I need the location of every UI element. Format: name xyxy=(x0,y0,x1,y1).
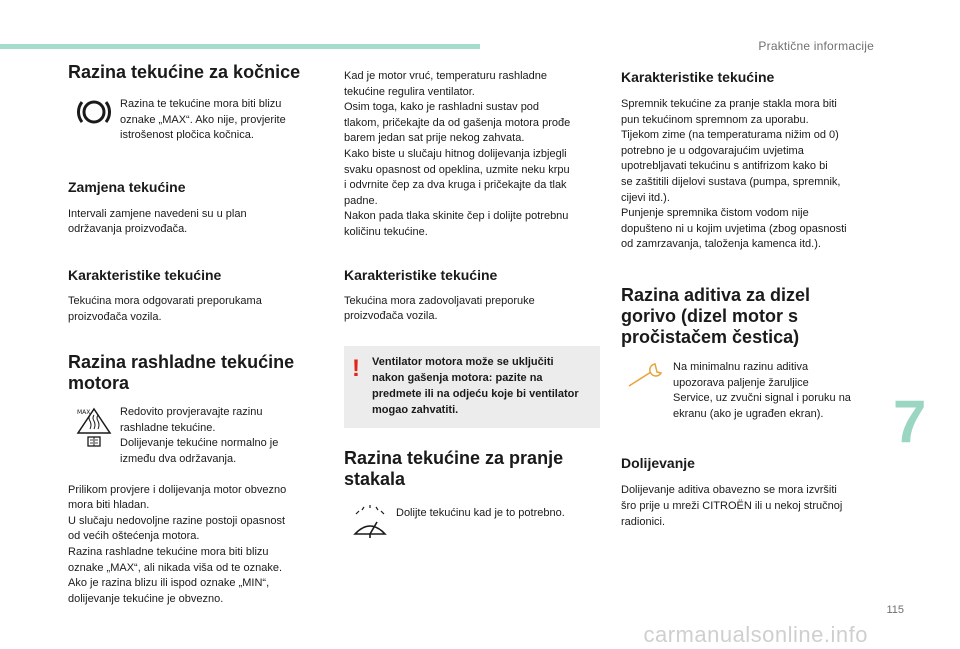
heading-diesel-additive: Razina aditiva za dizel gorivo (dizel motor s pročistačem čestica) xyxy=(621,284,811,347)
heading-coolant-characteristics: Karakteristike tekućine xyxy=(344,266,498,283)
fan-warning-text: Ventilator motora može se uključiti nakon gašenja motora: pazite na predmete ili na odjeću koje bi ventilator mogao zahvatiti. xyxy=(372,355,579,416)
additive-block xyxy=(621,360,873,422)
washer-fluid-icon xyxy=(344,504,396,540)
page-number: 115 xyxy=(886,604,904,616)
fan-warning-box xyxy=(344,346,600,428)
service-wrench-icon xyxy=(621,360,673,392)
heading-washer-fluid: Razina tekućine za pranje stakala xyxy=(344,447,564,489)
column-right xyxy=(621,68,873,530)
accent-bar xyxy=(0,44,480,49)
warning-exclamation-icon: ! xyxy=(352,354,360,382)
icon-max-label: MAX xyxy=(77,409,91,417)
coolant-block xyxy=(68,405,320,467)
washer-characteristics-text: Spremnik tekućine za pranje stakla mora biti pun tekućinom spremnom za uporabu. Tijekom zime (na temperaturama nižim od 0) potrebno je u odgovarajućim uvjetima upotrebljavati tekućinu s antifrizom kako bi se zaštitili dijelovi sustava (pumpa, spremnik, cijevi itd.). Punjenje spremnika čistom vodom nije dopušteno ni u kojim uvjetima (zbog opasnosti od zamrzavanja, taloženja kamenca itd.). xyxy=(621,98,847,251)
brake-block xyxy=(68,97,320,144)
watermark: carmanualsonline.info xyxy=(643,622,868,647)
column-middle xyxy=(344,69,600,540)
characteristics-text: Tekućina mora odgovarati preporukama proizvođača vozila. xyxy=(68,294,262,323)
coolant-hot-text: Kad je motor vruć, temperaturu rashladne tekućine regulira ventilator. Osim toga, kako je rashladni sustav pod tlakom, pričekajte da od gašenja motora prođe barem jedan sat prije nekog zahvata. Kako biste u slučaju hitnog dolijevanja izbjegli svaku opasnost od opeklina, uzmite neku krpu i odvrnite čep za dva kruga i pričekajte da tlak padne. Nakon pada tlaka skinite čep i dolijte potrebnu količinu tekućine. xyxy=(344,70,571,238)
heading-topping-up: Dolijevanje xyxy=(621,455,695,472)
change-text: Intervali zamjene navedeni su u plan održavanja proizvođača. xyxy=(68,207,247,236)
coolant-hot-icon xyxy=(68,405,120,449)
heading-brake-fluid: Razina tekućine za kočnice xyxy=(68,62,301,82)
heading-fluid-characteristics: Karakteristike tekućine xyxy=(68,266,222,283)
coolant-characteristics-text: Tekućina mora zadovoljavati preporuke proizvođača vozila. xyxy=(344,294,535,323)
chapter-number: 7 xyxy=(893,388,927,455)
topping-up-text: Dolijevanje aditiva obavezno se mora izvršiti šro prije u mreži CITROËN ili u nekoj stručnoj radionici. xyxy=(621,484,843,528)
brake-text: Razina te tekućine mora biti blizu oznake „MAX“. Ako nije, provjerite istrošenost pločica kočnica. xyxy=(120,98,286,142)
heading-washer-characteristics: Karakteristike tekućine xyxy=(621,69,775,85)
washer-text: Dolijte tekućinu kad je to potrebno. xyxy=(396,506,565,519)
additive-text: Na minimalnu razinu aditiva upozorava paljenje žaruljice Service, uz zvučni signal i poruku na ekranu (ako je ugrađen ekran). xyxy=(673,360,851,420)
heading-fluid-change: Zamjena tekućine xyxy=(68,178,186,195)
brake-warning-icon xyxy=(68,97,120,127)
coolant-text: Prilikom provjere i dolijevanja motor obvezno mora biti hladan. U slučaju nedovoljne razine postoji opasnost od većih oštećenja motora. Razina rashladne tekućine mora biti blizu oznake „MAX“, ali nikada viša od te oznake. Ako je razina blizu ili ispod oznake „MIN“, dolijevanje tekućine je obvezno. xyxy=(68,483,287,605)
coolant-icon-text: Redovito provjeravajte razinu rashladne tekućine. Dolijevanje tekućine normalno je između dva održavanja. xyxy=(120,406,279,465)
column-left xyxy=(68,62,320,607)
washer-block xyxy=(344,504,600,540)
section-title: Praktične informacije xyxy=(758,39,874,53)
heading-coolant: Razina rashladne tekućine motora xyxy=(68,352,295,394)
